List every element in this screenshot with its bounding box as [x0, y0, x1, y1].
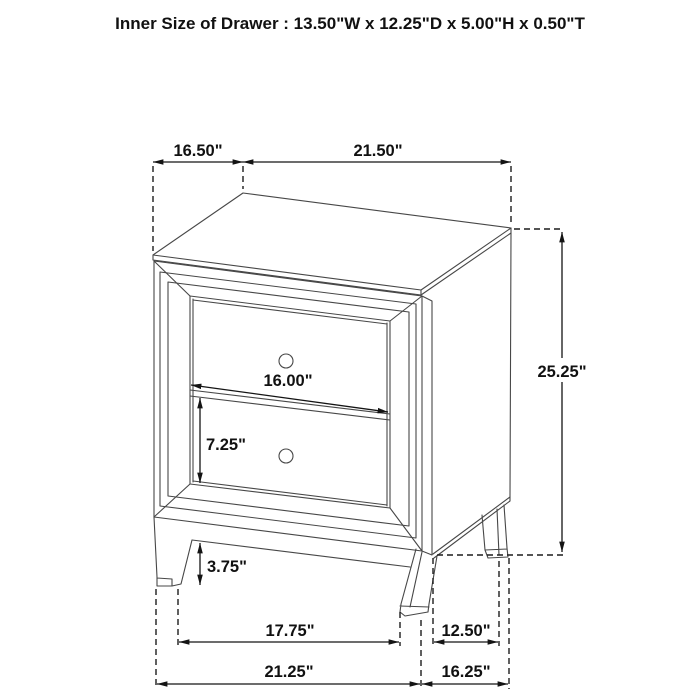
frame-side-return	[422, 296, 432, 555]
right-side-panel	[422, 233, 511, 558]
bottom-drawer-knob	[279, 449, 293, 463]
front-left-leg	[154, 517, 192, 586]
drawer-divider-rail	[190, 390, 390, 420]
dimension-label: 16.00"	[263, 372, 313, 390]
dimension-side-leg-spacing	[433, 558, 499, 646]
dimension-label: 16.25"	[441, 663, 491, 681]
dimension-leg-height	[200, 543, 247, 585]
dimension-label: 21.25"	[264, 663, 314, 681]
dimension-label: 25.25"	[537, 363, 587, 381]
dimension-label: 16.50"	[173, 142, 223, 160]
side-panel-back-edge	[510, 233, 511, 497]
front-frame-molding	[154, 261, 422, 551]
drawer-fronts	[190, 299, 390, 506]
page-title: Inner Size of Drawer : 13.50"W x 12.25"D x 5.00"H x 0.50"T	[115, 14, 585, 33]
dimension-drawer-width	[191, 372, 388, 412]
dimension-label: 7.25"	[206, 436, 246, 454]
top-drawer-knob	[279, 354, 293, 368]
dimension-label: 21.50"	[353, 142, 403, 160]
extension-lines	[437, 229, 564, 555]
back-right-leg	[482, 505, 508, 558]
table-top-face	[153, 193, 511, 290]
dimension-drawer-front-height	[200, 398, 246, 483]
dimension-label: 3.75"	[207, 558, 247, 576]
dimension-front-leg-spacing	[178, 589, 400, 646]
bottom-drawer-face	[193, 481, 387, 505]
dimension-label: 17.75"	[265, 622, 315, 640]
dimension-label: 12.50"	[441, 622, 491, 640]
front-right-leg	[400, 549, 437, 616]
dimension-overall-height	[437, 229, 592, 555]
